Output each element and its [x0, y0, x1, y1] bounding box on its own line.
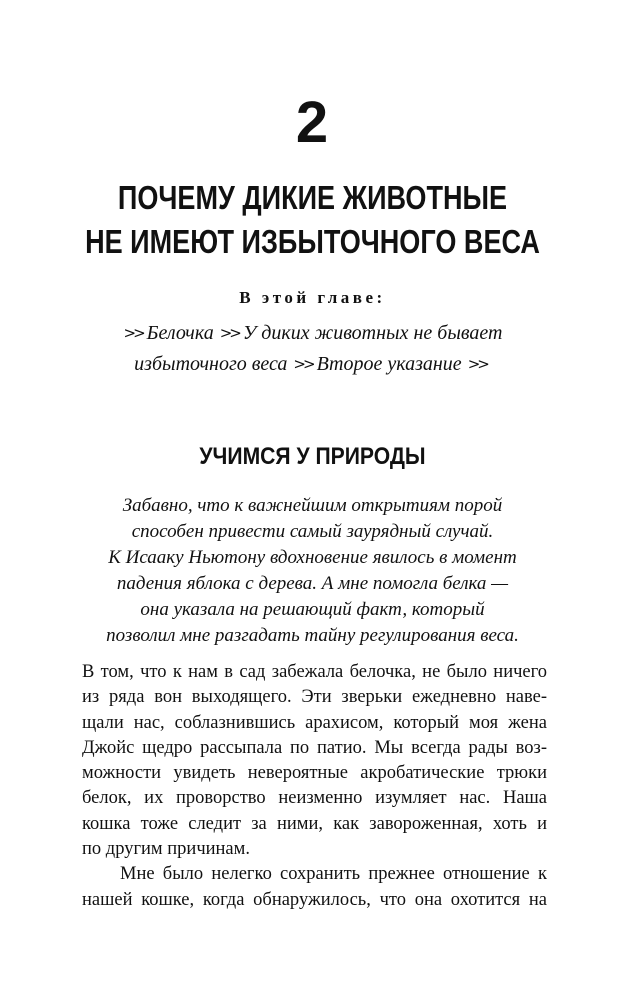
epigraph-line: К Исааку Ньютону вдохновение явилось в момент: [108, 547, 517, 568]
chapter-number: 2: [295, 90, 330, 155]
paragraph-line: щали нас, соблазнившись арахисом, который моя жена: [82, 712, 547, 733]
paragraph-line: Мне было нелегко сохранить прежнее отношение к: [120, 864, 547, 885]
paragraph-line: нашей кошке, когда обнаружилось, что она охотится на: [82, 889, 547, 910]
double-arrow-icon: >>: [123, 324, 143, 342]
paragraph-line: по другим причинам.: [82, 839, 250, 860]
epigraph-line: Забавно, что к важнейшим открытиям порой: [122, 495, 503, 516]
chapter-contents-list: [0, 318, 625, 380]
chapter-contents-line: [0, 349, 625, 380]
chapter-title-line: НЕ ИМЕЮТ ИЗБЫТОЧНОГО ВЕСА: [85, 223, 540, 260]
epigraph: [0, 493, 625, 649]
section-heading: УЧИМСЯ У ПРИРОДЫ: [199, 443, 426, 470]
epigraph-line: падения яблока с дерева. А мне помогла белка —: [116, 573, 509, 594]
double-arrow-icon: >>: [219, 324, 239, 342]
contents-item-second-clue: Второе указание: [316, 353, 462, 375]
double-arrow-icon: >>: [467, 355, 487, 373]
contents-item-wild-animals-continued: избыточного веса: [134, 353, 288, 375]
epigraph-line: она указала на решающий факт, который: [140, 599, 485, 620]
chapter-title-line: ПОЧЕМУ ДИКИЕ ЖИВОТНЫЕ: [117, 179, 508, 216]
contents-item-squirrel: Белочка: [146, 322, 214, 344]
double-arrow-icon: >>: [293, 355, 313, 373]
chapter-contents-line: [0, 318, 625, 349]
paragraph-line: Джойс щедро рассыпала по патио. Мы всегда рады воз-: [82, 737, 547, 758]
chapter-title: [56, 176, 569, 264]
paragraph-line: из ряда вон выходящего. Эти зверьки ежедневно наве-: [82, 687, 547, 708]
epigraph-line: позволил мне разгадать тайну регулирования веса.: [106, 625, 519, 646]
paragraph-line: можности увидеть невероятные акробатические трюки: [82, 763, 547, 784]
body-text: [82, 660, 547, 913]
paragraph-line: белок, их проворство неизменно изумляет нас. Наша: [82, 788, 547, 809]
paragraph-line: В том, что к нам в сад забежала белочка, не было ничего: [82, 662, 547, 682]
in-this-chapter-label: В этой главе:: [239, 288, 386, 307]
contents-item-wild-animals: У диких животных не бывает: [242, 322, 503, 344]
epigraph-line: способен привести самый заурядный случай.: [131, 521, 494, 542]
paragraph-line: кошка тоже следит за ними, как завороженная, хоть и: [82, 813, 547, 834]
